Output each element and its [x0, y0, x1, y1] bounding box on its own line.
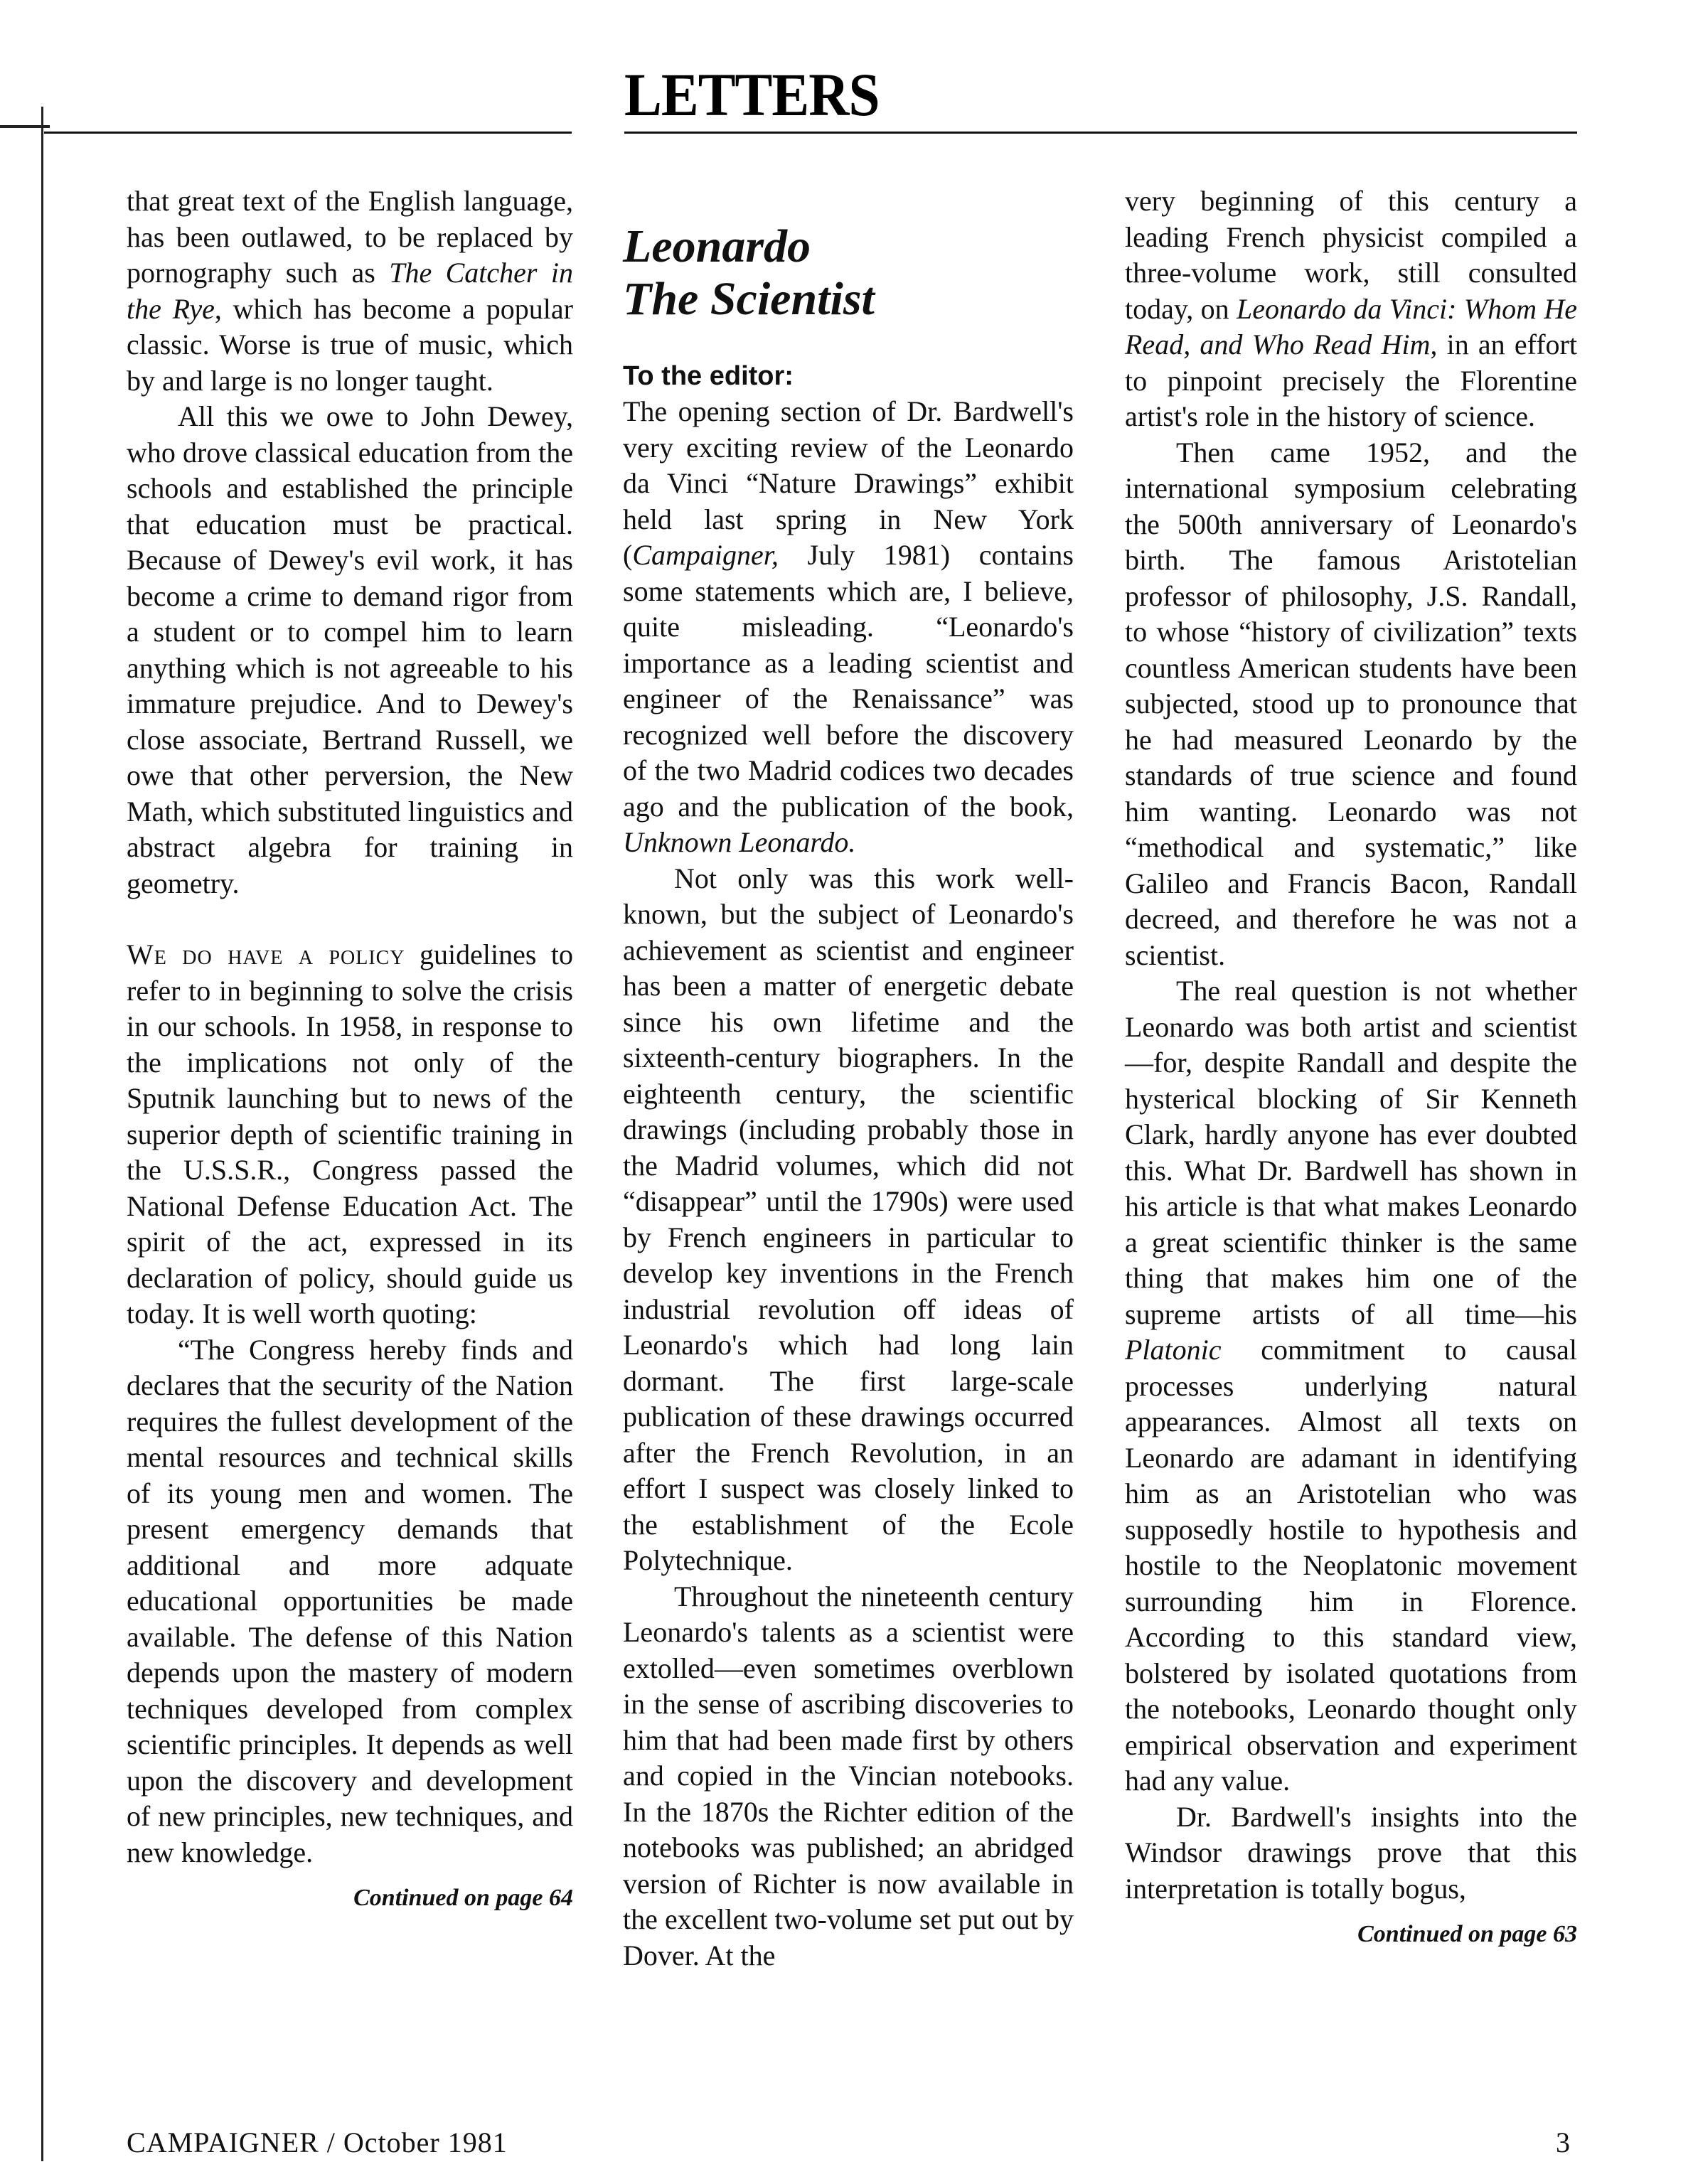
- binding-line: [41, 107, 43, 2161]
- lead-in-smallcaps: We do have a policy: [127, 938, 405, 970]
- salutation: To the editor:: [623, 361, 794, 391]
- article-title: [623, 220, 1074, 326]
- text-run: very beginning of this century a leading French physicist compiled a three-volume work, still consulted today, on: [1125, 185, 1577, 325]
- text-run: that great text of the English language, has been outlawed, to be replaced by pornography such as: [127, 185, 573, 289]
- footer-publication: CAMPAIGNER / October 1981: [127, 2126, 508, 2158]
- page-number: 3: [1556, 2126, 1570, 2158]
- column-1: [127, 183, 573, 1915]
- col3-paragraph-2: Then came 1952, and the international symposium celebrating the 500th anniversary of Leonardo's birth. The famous Aristotelian professor of philosophy, J.S. Randall, to whose “history of civilization” texts countless American students have been subjected, stood up to pronounce that he had measured Leonardo by the standards of true science and found him wanting. Leonardo was not “methodical and systematic,” like Galileo and Francis Bacon, Randall decreed, and therefore he was not a scientist.: [1125, 436, 1577, 971]
- col2-paragraph-3: Throughout the nineteenth century Leonardo's talents as a scientist were extolled—even sometimes overblown in the sense of ascribing discoveries to him that had been made first by others and copied in the Vincian notebooks. In the 1870s the Richter edition of the notebooks was published; an abridged version of Richter is now available in the excellent two-volume set put out by Dover. At the: [623, 1580, 1074, 1971]
- article-title-line-1: Leonardo: [623, 220, 811, 272]
- col2-paragraph-1: [623, 394, 1074, 861]
- column-3: [1125, 183, 1577, 1951]
- page-binding-edge: [0, 0, 44, 2184]
- col3-paragraph-1: [1125, 183, 1577, 435]
- text-run: in an effort to pinpoint precisely the Florentine artist's role in the history of science.: [1125, 328, 1577, 432]
- publication-italic: Campaigner,: [632, 539, 779, 571]
- text-run: , which has become a popular classic. Worse is true of music, which by and large is no longer taught.: [127, 292, 573, 397]
- col2-paragraph-2: Not only was this work well-known, but the subject of Leonardo's achievement as scientist and engineer has been a matter of energetic debate since his own lifetime and the sixteenth-century biographers. In the eighteenth century, the scientific drawings (including probably those in the Madrid volumes, which did not “disappear” until the 1790s) were used by French engineers in particular to develop key inventions in the French industrial revolution off ideas of Leonardo's which had long lain dormant. The first large-scale publication of these drawings occurred after the French Revolution, in an effort I suspect was closely linked to the establishment of the Ecole Polytechnique.: [623, 862, 1074, 1576]
- header-rule-right: [624, 132, 1577, 134]
- continued-note-col3: Continued on page 63: [1357, 1921, 1577, 1947]
- book-title-italic: Leonardo da Vinci: Whom He Read, and Who Read Him,: [1125, 292, 1577, 360]
- col1-paragraph-1: [127, 183, 573, 399]
- binding-tick: [0, 125, 50, 128]
- text-run: July 1981) contains some statements which are, I believe, quite misleading. “Leonardo's importance as a leading scientist and engineer of the Renaissance” was recognized well before the discovery of the two Madrid codices two decades ago and the publication of the book,: [623, 539, 1074, 823]
- col1-quote-paragraph: “The Congress hereby finds and declares that the security of the Nation requires the fullest development of the mental resources and technical skills of its young men and women. The present emergency demands that additional and more adquate educational opportunities be made available. The defense of this Nation depends upon the mastery of modern techniques developed from complex scientific principles. It depends as well upon the discovery and development of new principles, new techniques, and new knowledge.: [127, 1333, 573, 1868]
- continued-note-col1: Continued on page 64: [353, 1885, 573, 1911]
- book-title-italic: The Catcher in the Rye: [127, 257, 573, 325]
- article-title-line-2: The Scientist: [623, 273, 875, 325]
- text-run: The opening section of Dr. Bardwell's very exciting review of the Leonardo da Vinci “Nature Drawings” exhibit held last spring in New York (: [623, 395, 1074, 571]
- col3-paragraph-4: Dr. Bardwell's insights into the Windsor drawings prove that this interpretation is totally bogus,: [1125, 1800, 1577, 1905]
- text-run: guidelines to refer to in beginning to solve the crisis in our schools. In 1958, in response to the implications not only of the Sputnik launching but to news of the superior depth of scientific training in the U.S.S.R., Congress passed the National Defense Education Act. The spirit of the act, expressed in its declaration of policy, should guide us today. It is well worth quoting:: [127, 938, 573, 1329]
- book-title-italic: Unknown Leonardo.: [623, 826, 856, 858]
- text-run: The real question is not whether Leonardo was both artist and scientist—for, despite Randall and despite the hysterical blocking of Sir Kenneth Clark, hardly anyone has ever doubted this. What Dr. Bardwell has shown in his article is that what makes Leonardo a great scientific thinker is the same thing that makes him one of the supreme artists of all time—his: [1125, 975, 1577, 1330]
- col3-paragraph-3: [1125, 973, 1577, 1799]
- text-run: commitment to causal processes underlying natural appearances. Almost all texts on Leonardo are adamant in identifying him as an Aristotelian who was supposedly hostile to hypothesis and hostile to the Neoplatonic movement surrounding him in Florence. According to this standard view, bolstered by isolated quotations from the notebooks, Leonardo thought only empirical observation and experiment had any value.: [1125, 1334, 1577, 1797]
- column-2: [623, 183, 1074, 1974]
- header-rule-left: [44, 132, 572, 134]
- col1-paragraph-3: [127, 937, 573, 1332]
- emphasis-italic: Platonic: [1125, 1334, 1222, 1366]
- section-title: LETTERS: [624, 60, 880, 129]
- col1-paragraph-2: All this we owe to John Dewey, who drove classical education from the schools and established the principle that education must be practical. Because of Dewey's evil work, it has become a crime to demand rigor from a student or to compel him to learn anything which is not agreeable to his immature prejudice. And to Dewey's close associate, Bertrand Russell, we owe that other perversion, the New Math, which substituted linguistics and abstract algebra for training in geometry.: [127, 400, 573, 899]
